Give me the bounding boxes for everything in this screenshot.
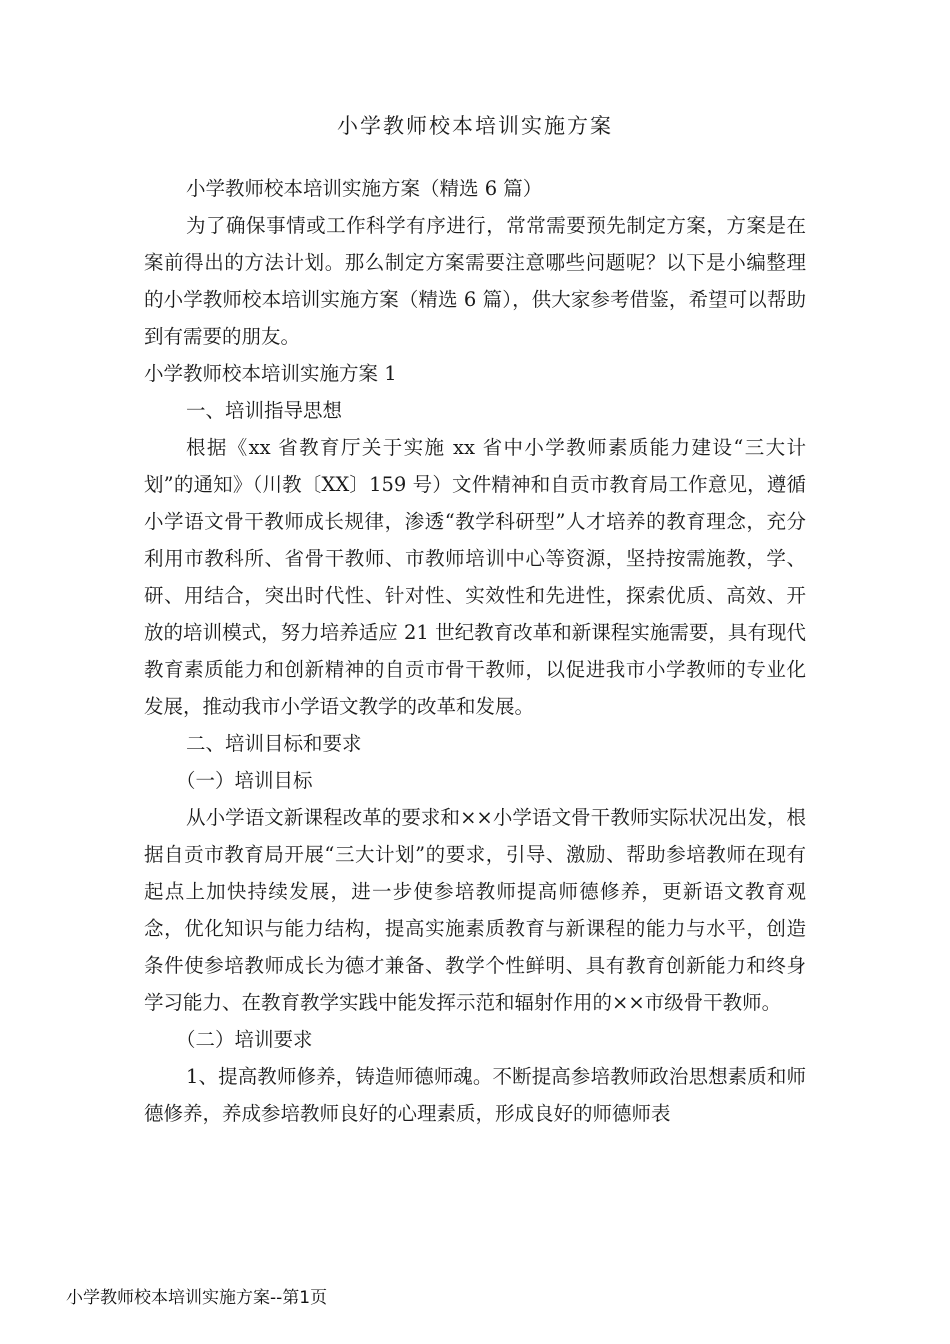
subsection-heading: （二）培训要求: [176, 1028, 313, 1051]
paragraph: 从小学语文新课程改革的要求和××小学语文骨干教师实际状况出发，根据自贡市教育局开展“三大计划”的要求，引导、激励、帮助参培教师在现有起点上加快持续发展，进一步使参培教师提高师德修养，更新语文教育观念，优化知识与能力结构，提高实施素质教育与新课程的能力与水平，创造条件使参培教师成长为德才兼备、教学个性鲜明、具有教育创新能力和终身学习能力、在教育教学实践中能发挥示范和辐射作用的××市级骨干教师。: [144, 806, 806, 1014]
page-footer: 小学教师校本培训实施方案--第1页: [66, 1288, 328, 1308]
section-heading: 二、培训目标和要求: [186, 732, 362, 755]
paragraph: 1、提高教师修养，铸造师德师魂。不断提高参培教师政治思想素质和师德修养，养成参培教师良好的心理素质，形成良好的师德师表: [144, 1065, 806, 1125]
section-heading: 一、培训指导思想: [186, 399, 343, 422]
document-body: [144, 170, 806, 1132]
paragraph: 为了确保事情或工作科学有序进行，常常需要预先制定方案，方案是在案前得出的方法计划。那么制定方案需要注意哪些问题呢？以下是小编整理的小学教师校本培训实施方案（精选 6 篇），供大家参考借鉴，希望可以帮助到有需要的朋友。: [144, 214, 806, 348]
paragraph: 根据《xx 省教育厅关于实施 xx 省中小学教师素质能力建设“三大计划”的通知》（川教〔XX〕159 号）文件精神和自贡市教育局工作意见，遵循小学语文骨干教师成长规律，渗透“教学科研型”人才培养的教育理念，充分利用市教科所、省骨干教师、市教师培训中心等资源，坚持按需施教，学、研、用结合，突出时代性、针对性、实效性和先进性，探索优质、高效、开放的培训模式，努力培养适应 21 世纪教育改革和新课程实施需要，具有现代教育素质能力和创新精神的自贡市骨干教师，以促进我市小学教师的专业化发展，推动我市小学语文教学的改革和发展。: [144, 436, 806, 718]
section-heading: 小学教师校本培训实施方案 1: [144, 362, 397, 385]
subsection-heading: （一）培训目标: [176, 769, 313, 792]
paragraph: 小学教师校本培训实施方案（精选 6 篇）: [186, 177, 543, 200]
document-title: 小学教师校本培训实施方案: [337, 114, 613, 138]
